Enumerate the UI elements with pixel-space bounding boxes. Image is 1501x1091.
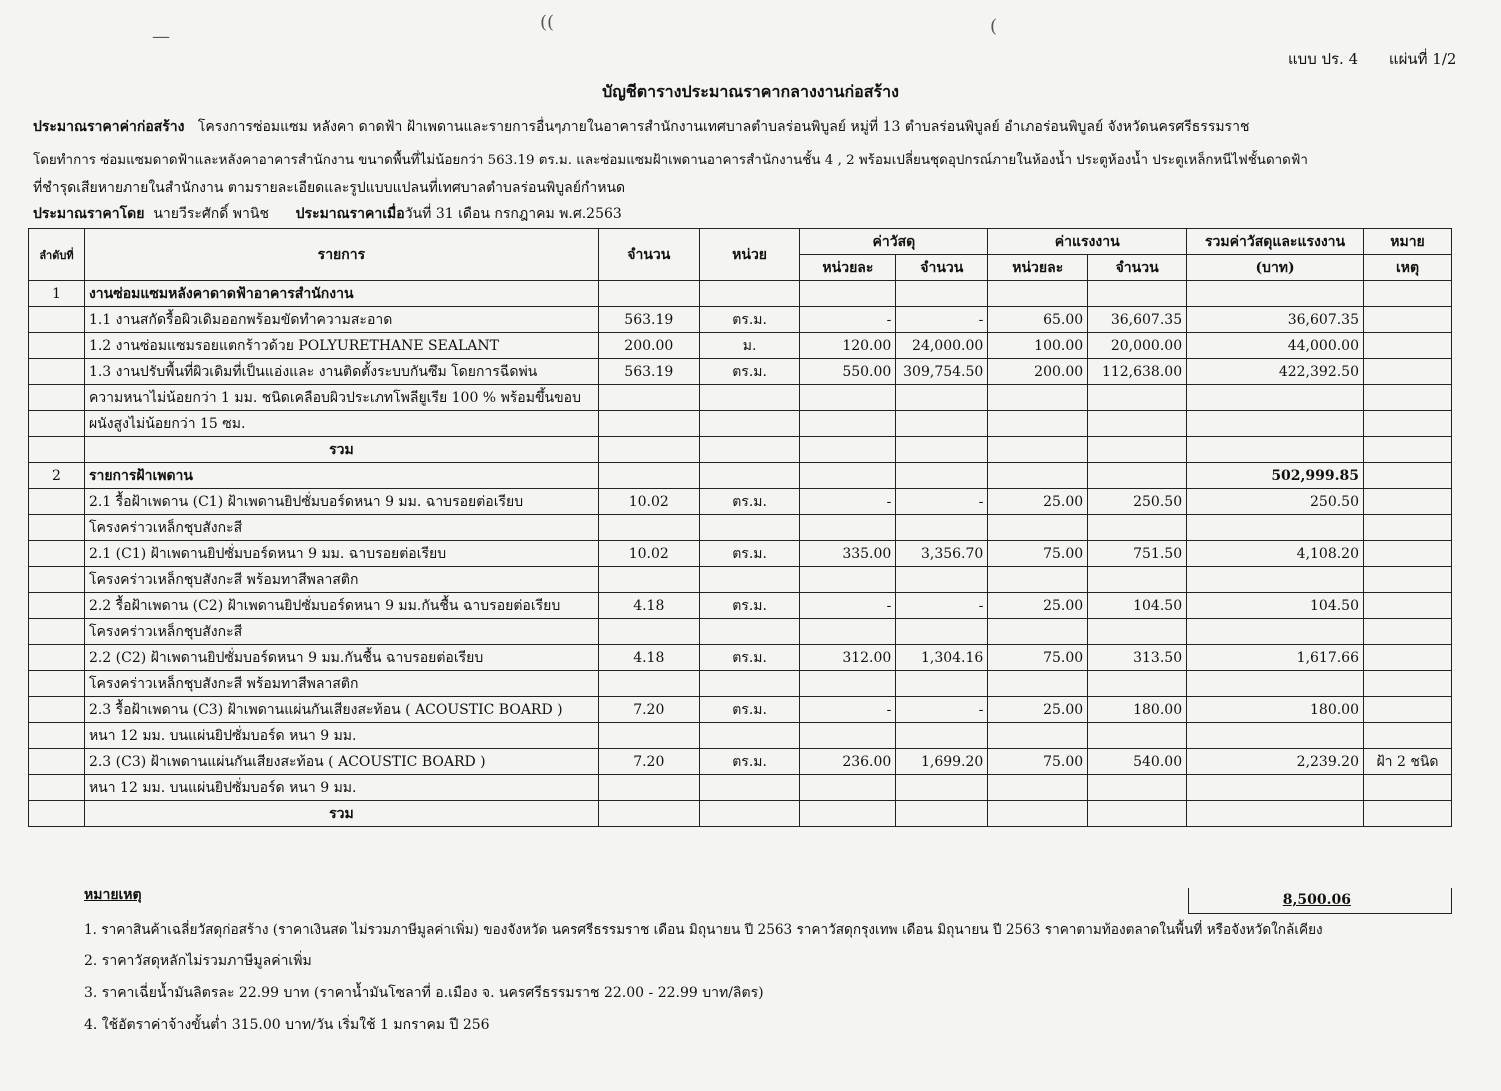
cell-mat-amt: 24,000.00 xyxy=(896,333,988,359)
cell-no xyxy=(29,333,85,359)
cell-mat-unit: - xyxy=(800,593,896,619)
table-row xyxy=(29,515,1452,541)
cell-mat-amt xyxy=(896,515,988,541)
cell-remark xyxy=(1364,489,1452,515)
cell-mat-amt xyxy=(896,411,988,437)
cell-qty xyxy=(598,619,699,645)
cell-unit xyxy=(699,437,800,463)
cell-lab-unit xyxy=(988,411,1088,437)
col-header-no: ลำดับที่ xyxy=(29,229,85,281)
table-row xyxy=(29,645,1452,671)
cell-lab-unit: 25.00 xyxy=(988,697,1088,723)
cell-item: 1.3 งานปรับพื้นที่ผิวเดิมที่เป็นแอ่งและ งานติดตั้งระบบกันซึม โดยการฉีดพ่น xyxy=(84,359,598,385)
cell-remark xyxy=(1364,775,1452,801)
cell-lab-amt xyxy=(1088,671,1187,697)
cell-qty xyxy=(598,723,699,749)
cell-mat-unit: 236.00 xyxy=(800,749,896,775)
table-row xyxy=(29,281,1452,307)
cell-unit xyxy=(699,801,800,827)
cell-lab-amt: 36,607.35 xyxy=(1088,307,1187,333)
cell-item: 2.2 รื้อฝ้าเพดาน (C2) ฝ้าเพดานยิปซั่มบอร์ดหนา 9 มม.กันชื้น ฉาบรอยต่อเรียบ xyxy=(84,593,598,619)
table-row xyxy=(29,567,1452,593)
cell-mat-unit: 312.00 xyxy=(800,645,896,671)
cell-remark xyxy=(1364,333,1452,359)
subtotal-row xyxy=(29,437,1452,463)
cell-lab-unit: 65.00 xyxy=(988,307,1088,333)
cell-item: 1.1 งานสกัดรื้อผิวเดิมออกพร้อมขัดทำความสะอาด xyxy=(84,307,598,333)
table-row xyxy=(29,593,1452,619)
cell-lab-unit: 25.00 xyxy=(988,489,1088,515)
cell-no xyxy=(29,593,85,619)
estimator-label: ประมาณราคาโดย xyxy=(33,206,145,222)
cell-lab-unit xyxy=(988,567,1088,593)
form-code: แบบ ปร. 4 xyxy=(1288,50,1359,68)
cell-lab-unit: 25.00 xyxy=(988,593,1088,619)
cell-total: 250.50 xyxy=(1187,489,1364,515)
date-label: ประมาณราคาเมื่อ xyxy=(295,206,405,222)
cell-item: 1.2 งานซ่อมแซมรอยแตกร้าวด้วย POLYURETHANE SEALANT xyxy=(84,333,598,359)
cell-qty: 10.02 xyxy=(598,541,699,567)
project-label: ประมาณราคาค่าก่อสร้าง xyxy=(33,119,185,135)
cell-remark xyxy=(1364,307,1452,333)
cell-lab-amt xyxy=(1088,775,1187,801)
cell-item: งานซ่อมแซมหลังคาดาดฟ้าอาคารสำนักงาน xyxy=(84,281,598,307)
cell-lab-amt: 751.50 xyxy=(1088,541,1187,567)
table-row xyxy=(29,749,1452,775)
table-row xyxy=(29,411,1452,437)
cell-item: 2.3 (C3) ฝ้าเพดานแผ่นกันเสียงสะท้อน ( ACOUSTIC BOARD ) xyxy=(84,749,598,775)
cell-qty xyxy=(598,567,699,593)
table-row xyxy=(29,697,1452,723)
cell-remark xyxy=(1364,385,1452,411)
cell-no: 1 xyxy=(29,281,85,307)
cell-lab-amt: 112,638.00 xyxy=(1088,359,1187,385)
cell-unit: ตร.ม. xyxy=(699,489,800,515)
note-line: 1. ราคาสินค้าเฉลี่ยวัสดุก่อสร้าง (ราคาเงินสด ไม่รวมภาษีมูลค่าเพิ่ม) ของจังหวัด นครศรีธรรมราช เดือน มิถุนายน ปี 2563 ราคาวัสดุกรุงเทพ เดือน มิถุนายน ปี 2563 ราคาตามท้องตลาดในพื้นที่ หรือจังหวัดใกล้เคียง xyxy=(84,922,1323,938)
cell-qty: 4.18 xyxy=(598,593,699,619)
table-row xyxy=(29,463,1452,489)
cell-total xyxy=(1187,515,1364,541)
project-text: โครงการซ่อมแซม หลังคา ดาดฟ้า ฝ้าเพดานและรายการอื่นๆภายในอาคารสำนักงานเทศบาลตำบลร่อนพิบูลย์ หมู่ที่ 13 ตำบลร่อนพิบูลย์ อำเภอร่อนพิบูลย์ จังหวัดนครศรีธรรมราช xyxy=(197,119,1250,135)
cell-lab-amt: 20,000.00 xyxy=(1088,333,1187,359)
cell-unit xyxy=(699,463,800,489)
cell-mat-unit xyxy=(800,385,896,411)
cell-mat-unit: - xyxy=(800,697,896,723)
col-header-labor: ค่าแรงงาน xyxy=(988,229,1187,255)
cell-lab-unit: 75.00 xyxy=(988,645,1088,671)
cell-lab-unit xyxy=(988,281,1088,307)
cell-lab-amt xyxy=(1088,515,1187,541)
cell-remark xyxy=(1364,567,1452,593)
cell-total xyxy=(1187,281,1364,307)
form-id xyxy=(1288,47,1456,71)
cell-total: 2,239.20 xyxy=(1187,749,1364,775)
cell-qty xyxy=(598,463,699,489)
cell-remark xyxy=(1364,411,1452,437)
cell-unit xyxy=(699,515,800,541)
table-row xyxy=(29,307,1452,333)
cell-qty: 10.02 xyxy=(598,489,699,515)
col-header-remark: หมาย xyxy=(1364,229,1452,255)
cell-no xyxy=(29,411,85,437)
cell-qty: 563.19 xyxy=(598,359,699,385)
col-header-unit: หน่วย xyxy=(699,229,800,281)
cell-no xyxy=(29,307,85,333)
cell-mat-unit: 120.00 xyxy=(800,333,896,359)
cell-item: หนา 12 มม. บนแผ่นยิปซั่มบอร์ด หนา 9 มม. xyxy=(84,775,598,801)
cell-total: 36,607.35 xyxy=(1187,307,1364,333)
cell-mat-unit xyxy=(800,801,896,827)
col-header-lab-per-unit: หน่วยละ xyxy=(988,255,1088,281)
sheet-number: แผ่นที่ 1/2 xyxy=(1388,50,1457,68)
scope-line-1: โดยทำการ ซ่อมแซมดาดฟ้าและหลังคาอาคารสำนักงาน ขนาดพื้นที่ไม่น้อยกว่า 563.19 ตร.ม. และซ่อมแซมฝ้าเพดานอาคารสำนักงานชั้น 4 , 2 พร้อมเปลี่ยนชุดอุปกรณ์ภายในห้องน้ำ ประตูห้องน้ำ ประตูเหล็กหนีไฟชั้นดาดฟ้า xyxy=(33,153,1308,168)
cell-mat-amt xyxy=(896,463,988,489)
cell-lab-unit xyxy=(988,723,1088,749)
scan-mark: — xyxy=(152,26,170,47)
cell-lab-amt: 540.00 xyxy=(1088,749,1187,775)
cell-lab-amt xyxy=(1088,801,1187,827)
cell-unit xyxy=(699,567,800,593)
cell-qty xyxy=(598,671,699,697)
cell-lab-amt xyxy=(1088,463,1187,489)
cell-unit: ตร.ม. xyxy=(699,697,800,723)
cell-mat-amt xyxy=(896,619,988,645)
cell-qty xyxy=(598,385,699,411)
cell-unit: ตร.ม. xyxy=(699,645,800,671)
cell-mat-unit xyxy=(800,411,896,437)
table-row xyxy=(29,775,1452,801)
subtotal-row xyxy=(29,801,1452,827)
cell-remark: ฝ้า 2 ชนิด xyxy=(1364,749,1452,775)
cell-total: 44,000.00 xyxy=(1187,333,1364,359)
cell-lab-unit xyxy=(988,801,1088,827)
cell-unit xyxy=(699,775,800,801)
cell-no xyxy=(29,697,85,723)
document-title: บัญชีตารางประมาณราคากลางงานก่อสร้าง xyxy=(602,82,899,101)
cell-qty xyxy=(598,515,699,541)
cell-qty: 7.20 xyxy=(598,749,699,775)
cell-qty: 4.18 xyxy=(598,645,699,671)
cell-mat-amt xyxy=(896,567,988,593)
cell-lab-amt: 180.00 xyxy=(1088,697,1187,723)
cell-mat-unit xyxy=(800,775,896,801)
col-header-mat-per-unit: หน่วยละ xyxy=(800,255,896,281)
cell-mat-unit xyxy=(800,567,896,593)
col-header-qty: จำนวน xyxy=(598,229,699,281)
cell-total: 180.00 xyxy=(1187,697,1364,723)
table-row xyxy=(29,619,1452,645)
scan-mark: ( xyxy=(990,16,998,37)
cell-unit: ตร.ม. xyxy=(699,593,800,619)
cell-total xyxy=(1187,723,1364,749)
cell-total xyxy=(1187,619,1364,645)
cell-no xyxy=(29,801,85,827)
scope-line-2: ที่ชำรุดเสียหายภายในสำนักงาน ตามรายละเอียดและรูปแบบแปลนที่เทศบาลตำบลร่อนพิบูลย์กำหนด xyxy=(33,180,626,196)
estimate-date: วันที่ 31 เดือน กรกฎาคม พ.ศ.2563 xyxy=(404,206,622,222)
cell-remark xyxy=(1364,437,1452,463)
cell-mat-amt: 1,699.20 xyxy=(896,749,988,775)
grand-total: 8,500.06 xyxy=(1282,892,1351,908)
cell-unit xyxy=(699,411,800,437)
col-header-total-unit: (บาท) xyxy=(1187,255,1364,281)
cell-qty: 200.00 xyxy=(598,333,699,359)
cell-mat-amt: 3,356.70 xyxy=(896,541,988,567)
cell-total xyxy=(1187,567,1364,593)
cell-no xyxy=(29,567,85,593)
cell-lab-amt: 313.50 xyxy=(1088,645,1187,671)
cell-item: 2.3 รื้อฝ้าเพดาน (C3) ฝ้าเพดานแผ่นกันเสียงสะท้อน ( ACOUSTIC BOARD ) xyxy=(84,697,598,723)
cell-total: 104.50 xyxy=(1187,593,1364,619)
cell-unit: ตร.ม. xyxy=(699,541,800,567)
estimator-line xyxy=(33,203,622,225)
table-row xyxy=(29,723,1452,749)
col-header-item: รายการ xyxy=(84,229,598,281)
cell-item: โครงคร่าวเหล็กชุบสังกะสี พร้อมทาสีพลาสติก xyxy=(84,567,598,593)
notes xyxy=(84,884,1323,1046)
cell-remark xyxy=(1364,593,1452,619)
cell-qty: 7.20 xyxy=(598,697,699,723)
cell-mat-amt: 1,304.16 xyxy=(896,645,988,671)
boq-table xyxy=(28,228,1452,827)
cell-mat-amt xyxy=(896,801,988,827)
cell-total: 4,108.20 xyxy=(1187,541,1364,567)
cell-lab-amt xyxy=(1088,437,1187,463)
cell-lab-unit xyxy=(988,775,1088,801)
cell-item: รวม xyxy=(84,801,598,827)
boq-body xyxy=(29,281,1452,827)
col-header-lab-amount: จำนวน xyxy=(1088,255,1187,281)
cell-remark xyxy=(1364,671,1452,697)
cell-no xyxy=(29,437,85,463)
cell-total: 502,999.85 xyxy=(1187,463,1364,489)
cell-mat-amt xyxy=(896,775,988,801)
cell-total xyxy=(1187,671,1364,697)
cell-no xyxy=(29,723,85,749)
cell-mat-amt: - xyxy=(896,489,988,515)
cell-unit: ตร.ม. xyxy=(699,307,800,333)
cell-remark xyxy=(1364,801,1452,827)
cell-remark xyxy=(1364,515,1452,541)
cell-lab-unit: 100.00 xyxy=(988,333,1088,359)
cell-no xyxy=(29,385,85,411)
cell-lab-amt xyxy=(1088,385,1187,411)
cell-unit xyxy=(699,619,800,645)
cell-item: 2.1 (C1) ฝ้าเพดานยิปซั่มบอร์ดหนา 9 มม. ฉาบรอยต่อเรียบ xyxy=(84,541,598,567)
cell-mat-unit xyxy=(800,437,896,463)
cell-unit xyxy=(699,671,800,697)
cell-lab-unit xyxy=(988,463,1088,489)
cell-total xyxy=(1187,385,1364,411)
cell-lab-unit xyxy=(988,515,1088,541)
note-line: 3. ราคาเฉี่ยน้ำมันลิตรละ 22.99 บาท (ราคาน้ำมันโซลาที่ อ.เมือง จ. นครศรีธรรมราช 22.00 - 22.99 บาท/ลิตร) xyxy=(84,985,764,1001)
cell-remark xyxy=(1364,697,1452,723)
cell-no xyxy=(29,515,85,541)
cell-unit xyxy=(699,281,800,307)
cell-no xyxy=(29,359,85,385)
estimator-name: นายวีระศักดิ์ พานิช xyxy=(153,206,269,222)
cell-remark xyxy=(1364,541,1452,567)
cell-lab-amt xyxy=(1088,567,1187,593)
cell-mat-unit xyxy=(800,515,896,541)
cell-mat-unit: - xyxy=(800,489,896,515)
table-row xyxy=(29,671,1452,697)
cell-item: โครงคร่าวเหล็กชุบสังกะสี พร้อมทาสีพลาสติก xyxy=(84,671,598,697)
col-header-total: รวมค่าวัสดุและแรงงาน xyxy=(1187,229,1364,255)
cell-remark xyxy=(1364,359,1452,385)
cell-mat-unit: 335.00 xyxy=(800,541,896,567)
cell-mat-unit: - xyxy=(800,307,896,333)
note-line: 2. ราคาวัสดุหลักไม่รวมภาษีมูลค่าเพิ่ม xyxy=(84,953,312,969)
cell-no xyxy=(29,489,85,515)
cell-item: รายการฝ้าเพดาน xyxy=(84,463,598,489)
cell-qty xyxy=(598,437,699,463)
cell-mat-amt xyxy=(896,723,988,749)
cell-mat-amt: - xyxy=(896,697,988,723)
cell-item: โครงคร่าวเหล็กชุบสังกะสี xyxy=(84,619,598,645)
cell-lab-unit xyxy=(988,619,1088,645)
cell-mat-unit xyxy=(800,463,896,489)
cell-total: 422,392.50 xyxy=(1187,359,1364,385)
table-row xyxy=(29,385,1452,411)
cell-no xyxy=(29,619,85,645)
cell-item: 2.2 (C2) ฝ้าเพดานยิปซั่มบอร์ดหนา 9 มม.กันชื้น ฉาบรอยต่อเรียบ xyxy=(84,645,598,671)
cell-mat-amt: 309,754.50 xyxy=(896,359,988,385)
notes-title: หมายเหตุ xyxy=(84,887,142,903)
col-header-remark-2: เหตุ xyxy=(1364,255,1452,281)
cell-total: 1,617.66 xyxy=(1187,645,1364,671)
cell-mat-amt: - xyxy=(896,593,988,619)
col-header-material: ค่าวัสดุ xyxy=(800,229,988,255)
cell-lab-unit: 75.00 xyxy=(988,541,1088,567)
cell-lab-amt xyxy=(1088,411,1187,437)
cell-lab-amt: 104.50 xyxy=(1088,593,1187,619)
cell-no: 2 xyxy=(29,463,85,489)
col-header-mat-amount: จำนวน xyxy=(896,255,988,281)
cell-remark xyxy=(1364,723,1452,749)
cell-total xyxy=(1187,437,1364,463)
cell-no xyxy=(29,749,85,775)
cell-item: โครงคร่าวเหล็กชุบสังกะสี xyxy=(84,515,598,541)
cell-qty: 563.19 xyxy=(598,307,699,333)
cell-mat-amt: - xyxy=(896,307,988,333)
cell-lab-amt: 250.50 xyxy=(1088,489,1187,515)
cell-qty xyxy=(598,801,699,827)
scan-mark: (( xyxy=(540,12,555,33)
note-line: 4. ใช้อัตราค่าจ้างขั้นต่ำ 315.00 บาท/วัน เริ่มใช้ 1 มกราคม ปี 256 xyxy=(84,1017,490,1033)
cell-mat-unit: 550.00 xyxy=(800,359,896,385)
cell-unit: ตร.ม. xyxy=(699,359,800,385)
cell-mat-amt xyxy=(896,281,988,307)
cell-item: 2.1 รื้อฝ้าเพดาน (C1) ฝ้าเพดานยิปซั่มบอร์ดหนา 9 มม. ฉาบรอยต่อเรียบ xyxy=(84,489,598,515)
cell-unit: ม. xyxy=(699,333,800,359)
cell-lab-unit: 75.00 xyxy=(988,749,1088,775)
table-row xyxy=(29,359,1452,385)
cell-item: รวม xyxy=(84,437,598,463)
cell-item: ผนังสูงไม่น้อยกว่า 15 ซม. xyxy=(84,411,598,437)
cell-total xyxy=(1187,801,1364,827)
cell-lab-amt xyxy=(1088,619,1187,645)
cell-no xyxy=(29,645,85,671)
table-row xyxy=(29,333,1452,359)
cell-unit xyxy=(699,723,800,749)
cell-item: หนา 12 มม. บนแผ่นยิปซั่มบอร์ด หนา 9 มม. xyxy=(84,723,598,749)
cell-mat-unit xyxy=(800,281,896,307)
table-row xyxy=(29,489,1452,515)
cell-no xyxy=(29,775,85,801)
project-line xyxy=(33,116,1249,138)
cell-qty xyxy=(598,775,699,801)
cell-lab-unit xyxy=(988,671,1088,697)
table-row xyxy=(29,541,1452,567)
cell-mat-amt xyxy=(896,671,988,697)
cell-qty xyxy=(598,411,699,437)
cell-lab-amt xyxy=(1088,281,1187,307)
cell-remark xyxy=(1364,281,1452,307)
cell-lab-unit xyxy=(988,437,1088,463)
cell-item: ความหนาไม่น้อยกว่า 1 มม. ชนิดเคลือบผิวประเภทโพลียูเรีย 100 % พร้อมขึ้นขอบ xyxy=(84,385,598,411)
cell-remark xyxy=(1364,619,1452,645)
cell-total xyxy=(1187,411,1364,437)
cell-no xyxy=(29,541,85,567)
cell-remark xyxy=(1364,463,1452,489)
cell-unit xyxy=(699,385,800,411)
cell-mat-unit xyxy=(800,671,896,697)
cell-no xyxy=(29,671,85,697)
cell-lab-amt xyxy=(1088,723,1187,749)
cell-lab-unit xyxy=(988,385,1088,411)
cell-qty xyxy=(598,281,699,307)
cell-total xyxy=(1187,775,1364,801)
cell-mat-unit xyxy=(800,619,896,645)
cell-remark xyxy=(1364,645,1452,671)
cell-lab-unit: 200.00 xyxy=(988,359,1088,385)
cell-mat-amt xyxy=(896,437,988,463)
cell-unit: ตร.ม. xyxy=(699,749,800,775)
cell-mat-unit xyxy=(800,723,896,749)
cell-mat-amt xyxy=(896,385,988,411)
